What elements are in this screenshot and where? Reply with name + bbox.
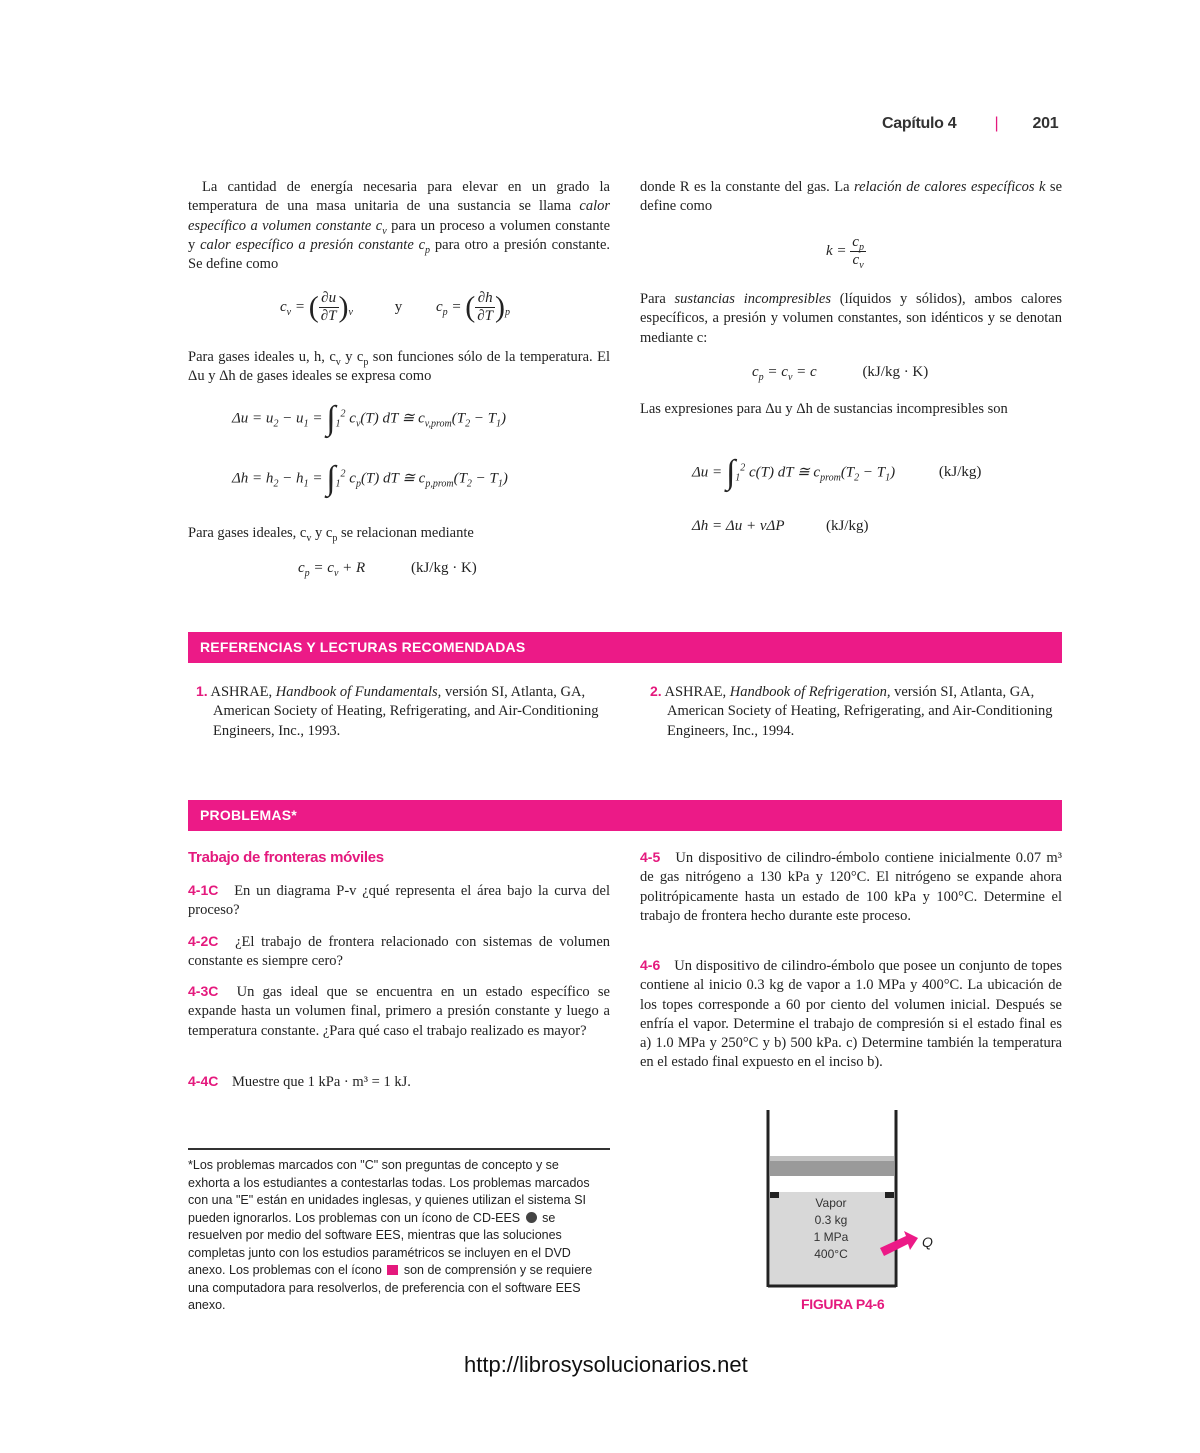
header-separator: | (994, 115, 999, 132)
problem-item: 4-6 Un dispositivo de cilindro-émbolo que posee un conjunto de topes contiene al inicio 0.3 kg de vapor a 1.0 MPa y 400°C. La ubicación de los topes corresponde a 60 por ciento del volumen inicial. Después se enfría el vapor. Determine el trabajo de compresión si el estado final es a) 1.0 MPa y 250°C y b) 500 kPa. c) Determine también la temperatura en el estado final expuesto en el inciso b). (640, 957, 1063, 1071)
stop-right (885, 1192, 894, 1198)
footnote-rule (188, 1148, 610, 1150)
problem-item: 4-3C Un gas ideal que se encuentra en un estado específico se expande hasta un volumen final, primero a presión constante y luego a temperatura constante. ¿Para qué caso el trabajo realizado es mayor? (188, 983, 610, 1039)
incompressible-paragraph: Para sustancias incompresibles (líquidos y sólidos), ambos calores específicos, a presión y volumen constantes, son idénticos y se denotan mediante c: (640, 291, 1063, 346)
units-c: (kJ/kg · K) (862, 364, 929, 380)
relation-paragraph: Para gases ideales, $c_v$ y $c_p$ se relacionan mediante (188, 525, 474, 544)
problem-item: 4-1C En un diagrama P-v ¿qué representa el área bajo la curva del proceso? (188, 882, 610, 919)
equation-cv-cp-definition: $c_v$ = ( $\frac{\partial u}{\partial T}$ )$_v$ y $c_p$ = ( $\frac{\partial h}{\partial T}$ )$_p$ (280, 290, 511, 324)
cd-ees-icon (526, 1212, 537, 1223)
problems-section-header: PROBLEMAS* (188, 800, 1062, 831)
problem-item: 4-4C Muestre que 1 kPa · m³ = 1 kJ. (188, 1073, 411, 1090)
figure-caption: FIGURA P4-6 (801, 1296, 885, 1312)
units-u: (kJ/kg) (938, 464, 982, 481)
equation-delta-u: $\Delta u = u_2 - u_1 = \int_1^2$ $c_v(T)$ dT ≅ $c_{v,prom}(T_2 - T_1)$ (232, 400, 507, 437)
page-number: 201 (1032, 115, 1059, 132)
footer-url: http://librosysolucionarios.net (464, 1352, 748, 1377)
expressions-paragraph: Las expresiones para Δu y Δh de sustancias incompresibles son (640, 401, 1008, 417)
units-cp: (kJ/kg · K) (410, 560, 477, 576)
equation-delta-h-incompressible: Δh = Δu + vΔP (kJ/kg) (692, 518, 869, 534)
ideal-gas-paragraph: Para gases ideales u, h, $c_v$ y $c_p$ son funciones sólo de la temperatura. El Δu y Δh de gases ideales se expresa como (188, 349, 610, 385)
computer-icon (387, 1265, 398, 1275)
problems-subtitle: Trabajo de fronteras móviles (188, 849, 384, 866)
references-section-header: REFERENCIAS Y LECTURAS RECOMENDADAS (188, 632, 1062, 663)
equation-delta-u-incompressible: $\Delta u = \int_1^2$ c(T) dT ≅ $c_{prom}(T_2 - T_1)$ (kJ/kg) (692, 454, 982, 491)
heat-q-label: Q (922, 1234, 933, 1250)
equation-cp-cv-c: $c_p = c_v = c$ (kJ/kg · K) (752, 364, 929, 383)
problem-item: 4-2C ¿El trabajo de frontera relacionado con sistemas de volumen constante es siempre cero? (188, 933, 611, 970)
equation-k: k = $\frac{c_p}{c_v}$ (826, 234, 864, 271)
equation-delta-h: $\Delta h = h_2 - h_1 = \int_1^2$ $c_p(T)$ dT ≅ $c_{p,prom}(T_2 - T_1)$ (232, 460, 508, 497)
intro-paragraph: La cantidad de energía necesaria para elevar en un grado la temperatura de una masa unitaria de una sustancia se llama calor específico a volumen constante $c_v$ para un proceso a volumen constante y calor específico a presión constante $c_p$ para otro a presión constante. Se define como (188, 179, 611, 273)
vapor-state-labels: Vapor 0.3 kg 1 MPa 400°C (813, 1196, 849, 1261)
reference-item: 2. ASHRAE, Handbook of Refrigeration, versión SI, Atlanta, GA, American Society of Heating, Refrigerating, and Air-Conditioning Engineers, Inc., 1994. (650, 683, 1053, 739)
chapter-label: Capítulo 4 (882, 115, 957, 132)
footnote: *Los problemas marcados con "C" son preguntas de concepto y se exhorta a los estudiantes a contestarlas todas. Los problemas marcados con una "E" están en unidades inglesas, y quienes utilizan el sistema SI pueden ignorarlos. Los problemas con un ícono de CD-EES se resuelven por medio del software EES, mientras que las soluciones completas junto con los estudios paramétricos se incluyen en el DVD anexo. Los problemas con el ícono son de comprensión y se requiere una computadora para resolverlos, de preferencia con el software EES anexo. (188, 1158, 593, 1312)
gas-constant-paragraph: donde R es la constante del gas. La relación de calores específicos k se define como (640, 179, 1063, 215)
running-header (882, 115, 1058, 133)
reference-item: 1. ASHRAE, Handbook of Fundamentals, versión SI, Atlanta, GA, American Society of Heating, Refrigerating, and Air-Conditioning Engineers, Inc., 1993. (196, 683, 599, 739)
stop-left (770, 1192, 779, 1198)
equation-cp-cv-r: $c_p = c_v + R$ (kJ/kg · K) (298, 560, 477, 579)
units-h: (kJ/kg) (825, 518, 869, 534)
problem-item: 4-5 Un dispositivo de cilindro-émbolo contiene inicialmente 0.07 m³ de gas nitrógeno a 130 kPa y 120°C. El nitrógeno se expande ahora politrópicamente hasta un estado de 100 kPa y 100°C. Determine el trabajo de frontera hecho durante este proceso. (640, 849, 1062, 924)
